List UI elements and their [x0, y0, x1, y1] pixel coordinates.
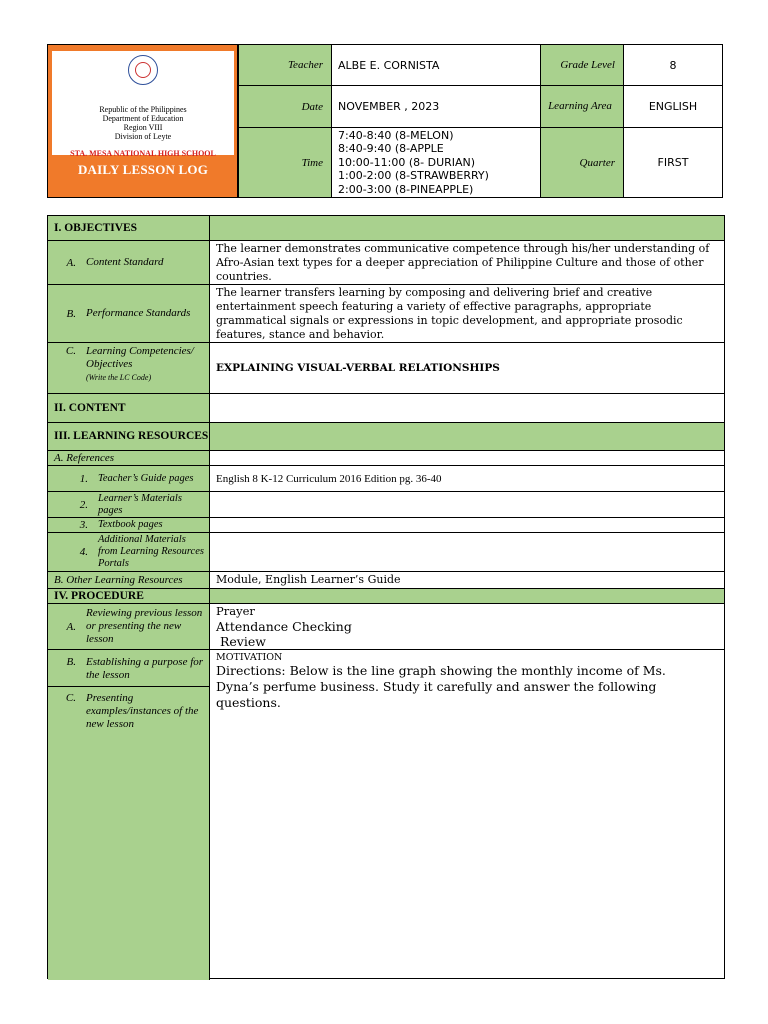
- review-line: Review: [216, 634, 266, 649]
- content-text: [210, 394, 724, 422]
- logo-line: Department of Education: [102, 114, 184, 123]
- learning-resources-heading-blank: [210, 423, 724, 450]
- procedure-heading-row: [48, 589, 724, 604]
- time-slot: 7:40-8:40 (8-MELON): [338, 128, 454, 142]
- procedure-heading: IV. PROCEDURE: [48, 589, 210, 603]
- time-label: Time: [238, 128, 331, 197]
- date-value: NOVEMBER , 2023: [331, 86, 540, 128]
- time-slot: 10:00-11:00 (8- DURIAN): [338, 155, 476, 169]
- other-resources-label: B. Other Learning Resources: [48, 572, 210, 588]
- item-number: 3.: [79, 519, 88, 531]
- additional-materials-row: [48, 533, 724, 572]
- grade-level-value: 8: [623, 45, 722, 86]
- item-letter: B.: [66, 307, 76, 320]
- additional-materials-text: [210, 533, 724, 571]
- objectives-heading-blank: [210, 216, 724, 240]
- performance-standards-text: The learner transfers learning by composing and delivering brief and creative entertainment speech featuring a variety of effective paragraphs, appropriate grammatical signals or expressions in topic development, and appropriate prosodic features, stance and behavior.: [216, 285, 683, 341]
- textbook-label: [48, 518, 210, 532]
- header-table: [47, 44, 723, 198]
- procedure-heading-blank: [210, 589, 724, 603]
- other-resources-row: [48, 572, 724, 589]
- other-resources-text: Module, English Learner’s Guide: [216, 573, 401, 586]
- references-blank: [210, 451, 724, 465]
- learning-resources-heading-row: [48, 423, 724, 451]
- logo-line: Division of Leyte: [114, 132, 172, 141]
- learners-materials-text: [210, 492, 724, 517]
- item-label: Additional Materials from Learning Resources Portals: [98, 534, 204, 569]
- logo-line: Republic of the Philippines: [99, 105, 187, 114]
- item-label: Performance Standards: [86, 307, 191, 319]
- deped-seal-icon: [128, 55, 158, 85]
- item-label: Presenting examples/instances of the new lesson: [86, 692, 199, 730]
- competencies-row: [48, 343, 724, 394]
- reviewing-label: [48, 604, 210, 649]
- header-info-grid: [238, 45, 722, 197]
- item-number: 4.: [79, 546, 88, 558]
- item-label: Learner’s Materials pages: [98, 492, 182, 516]
- references-row: [48, 451, 724, 466]
- teachers-guide-text: English 8 K-12 Curriculum 2016 Edition pg. 36-40: [216, 472, 442, 485]
- presenting-examples-label: [48, 687, 209, 731]
- performance-standards-label: [48, 285, 210, 342]
- learners-materials-row: [48, 492, 724, 518]
- logo-line: Region VIII: [123, 123, 163, 132]
- item-label: Teacher’s Guide pages: [98, 472, 194, 484]
- time-slot: 8:40-9:40 (8-APPLE: [338, 142, 444, 156]
- item-number: 1.: [79, 472, 88, 485]
- item-letter: A.: [66, 620, 76, 633]
- logo-panel: [52, 51, 234, 158]
- purpose-label-column: [48, 650, 210, 980]
- date-label: Date: [238, 86, 331, 128]
- content-heading: II. CONTENT: [48, 394, 210, 422]
- item-letter: B.: [66, 656, 76, 668]
- teacher-label: Teacher: [238, 45, 331, 86]
- references-label: A. References: [48, 451, 210, 465]
- motivation-label: MOTIVATION: [216, 652, 283, 663]
- purpose-text: [210, 650, 724, 980]
- textbook-row: [48, 518, 724, 533]
- item-label: Content Standard: [86, 256, 164, 268]
- item-letter: C.: [65, 692, 76, 704]
- competencies-label: [48, 343, 210, 393]
- item-letter: A.: [66, 256, 76, 269]
- school-name: STA. MESA NATIONAL HIGH SCHOOL: [70, 149, 216, 158]
- content-standard-text: The learner demonstrates communicative competence through his/her understanding of Afro-Asian text types for a deeper appreciation of Philippine Culture and those of other countries.: [216, 241, 710, 283]
- purpose-label: [48, 650, 209, 687]
- motivation-directions: Directions: Below is the line graph showing the monthly income of Ms. Dyna’s perfume business. Study it carefully and answer the following questions.: [216, 663, 666, 710]
- daily-lesson-log-title: DAILY LESSON LOG: [77, 162, 209, 177]
- purpose-row: [48, 650, 724, 980]
- competencies-text: EXPLAINING VISUAL-VERBAL RELATIONSHIPS: [216, 362, 500, 374]
- objectives-heading: I. OBJECTIVES: [48, 216, 210, 240]
- quarter-value: FIRST: [623, 128, 722, 197]
- textbook-text: [210, 518, 724, 532]
- item-label: Reviewing previous lesson or presenting the new lesson: [86, 607, 203, 645]
- grade-level-label: Grade Level: [540, 45, 623, 86]
- item-number: 2.: [79, 498, 88, 511]
- time-schedule: [331, 128, 540, 197]
- time-slot: 1:00-2:00 (8-STRAWBERRY): [338, 169, 489, 183]
- reviewing-text: [210, 604, 724, 649]
- performance-standards-row: [48, 285, 724, 343]
- attendance-line: Attendance Checking: [216, 619, 352, 634]
- learning-resources-heading: III. LEARNING RESOURCES: [48, 423, 210, 450]
- content-standard-row: [48, 241, 724, 285]
- lesson-log-table: [47, 215, 725, 979]
- additional-materials-label: [48, 533, 210, 571]
- content-standard-label: [48, 241, 210, 284]
- item-label: Establishing a purpose for the lesson: [86, 656, 204, 681]
- prayer-line: Prayer: [216, 604, 255, 618]
- item-label: Textbook pages: [98, 519, 163, 530]
- item-label: Learning Competencies/Objectives: [86, 345, 194, 370]
- learning-area-label: Learning Area: [540, 86, 623, 128]
- teacher-value: ALBE E. CORNISTA: [331, 45, 540, 86]
- teachers-guide-row: [48, 466, 724, 492]
- quarter-label: Quarter: [540, 128, 623, 197]
- learners-materials-label: [48, 492, 210, 517]
- learning-area-value: ENGLISH: [623, 86, 722, 128]
- teachers-guide-label: [48, 466, 210, 491]
- lc-code-note: (Write the LC Code): [86, 373, 152, 382]
- reviewing-row: [48, 604, 724, 650]
- item-letter: C.: [65, 345, 76, 357]
- content-row: [48, 394, 724, 423]
- time-slot: 2:00-3:00 (8-PINEAPPLE): [338, 182, 474, 196]
- school-logo-box: [48, 45, 238, 197]
- objectives-heading-row: [48, 216, 724, 241]
